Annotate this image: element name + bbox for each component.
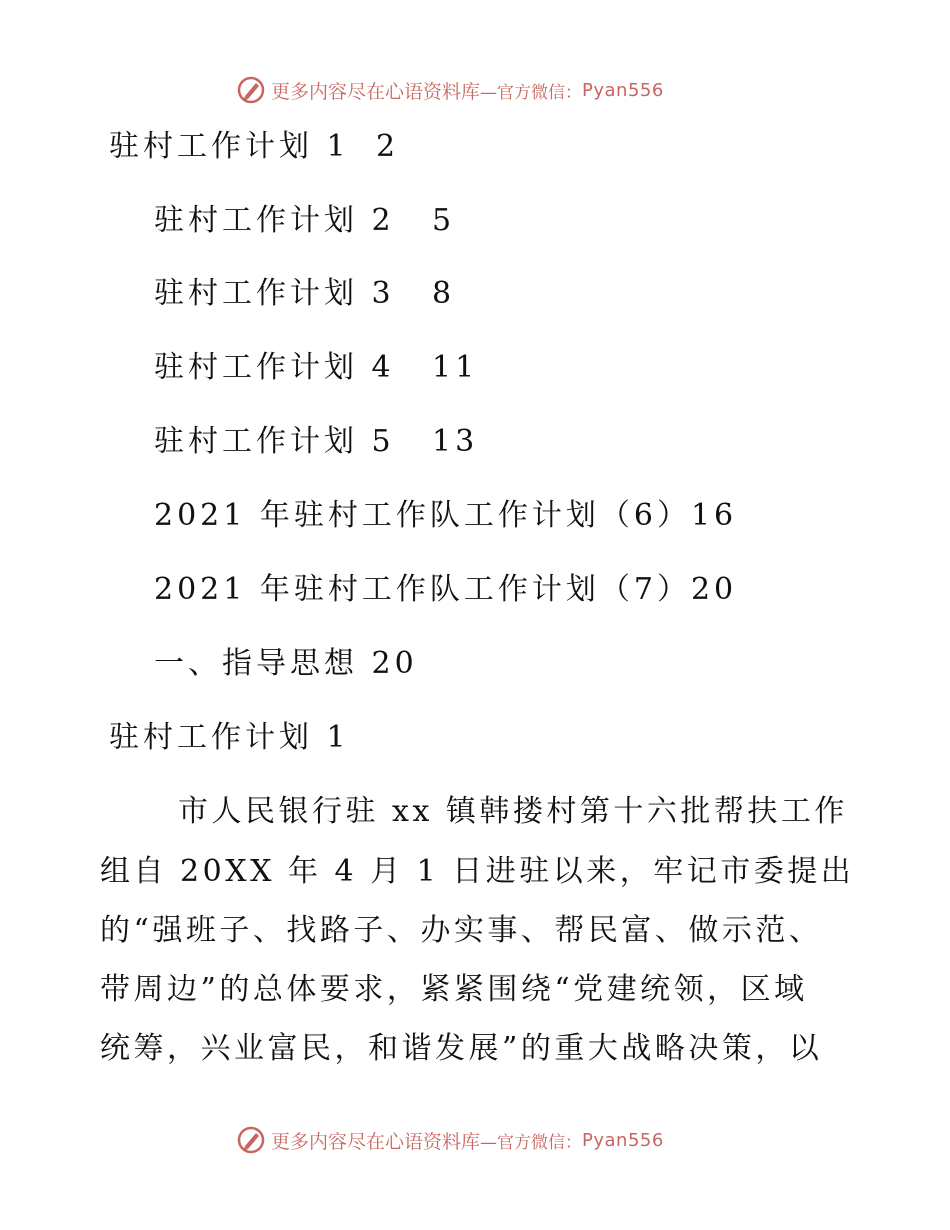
body-line-1: 市人民银行驻 xx 镇韩搂村第十六批帮扶工作: [178, 794, 848, 829]
toc-item-3[interactable]: [154, 276, 395, 312]
toc-item-label: 驻村工作计划 3: [154, 276, 395, 311]
toc-item-page: 5: [432, 203, 456, 238]
toc-item-7[interactable]: [154, 572, 737, 608]
toc-item-label: 驻村工作计划 2: [154, 203, 395, 238]
watermark-sub-text: —官方微信：: [480, 1132, 583, 1153]
body-line-4: 带周边”的总体要求，紧紧围绕“党建统领，区域: [100, 972, 808, 1007]
pen-logo-icon: [236, 1125, 266, 1155]
body-line-3: 的“强班子、找路子、办实事、帮民富、做示范、: [100, 913, 823, 948]
section-title: 驻村工作计划 1: [109, 720, 350, 755]
watermark-sub-text: —官方微信：: [480, 82, 583, 103]
watermark-main-text: 更多内容尽在心语资料库: [271, 1130, 481, 1153]
pen-logo-icon: [236, 75, 266, 105]
toc-item-label: 驻村工作计划 4: [154, 350, 395, 385]
toc-item-8[interactable]: [154, 646, 418, 682]
toc-item-label: 2021 年驻村工作队工作计划（6）16: [154, 498, 738, 533]
watermark-wechat-id: Pyan556: [582, 1129, 664, 1151]
watermark-wechat-id: Pyan556: [582, 79, 664, 101]
toc-item-page: 2: [376, 129, 400, 164]
toc-item-label: 2021 年驻村工作队工作计划（7）20: [154, 572, 738, 607]
toc-item-2[interactable]: [154, 203, 395, 239]
body-line-5: 统筹，兴业富民，和谐发展”的重大战略决策，以: [100, 1031, 823, 1066]
toc-item-label: 驻村工作计划 5: [154, 424, 395, 459]
toc-item-4[interactable]: [154, 350, 395, 386]
toc-item-1[interactable]: [109, 129, 350, 165]
watermark-main-text: 更多内容尽在心语资料库: [271, 80, 481, 103]
toc-item-page: 8: [432, 276, 456, 311]
toc-item-label: 驻村工作计划 1: [109, 129, 350, 164]
toc-item-page: 11: [432, 350, 479, 385]
toc-item-page: 13: [432, 424, 479, 459]
toc-item-6[interactable]: [154, 498, 737, 534]
watermark-footer: [236, 1125, 664, 1155]
body-line-2: 组自 20XX 年 4 月 1 日进驻以来，牢记市委提出: [100, 854, 855, 889]
toc-item-label: 一、指导思想 20: [154, 646, 418, 681]
watermark-header: [236, 75, 664, 105]
toc-item-5[interactable]: [154, 424, 395, 460]
